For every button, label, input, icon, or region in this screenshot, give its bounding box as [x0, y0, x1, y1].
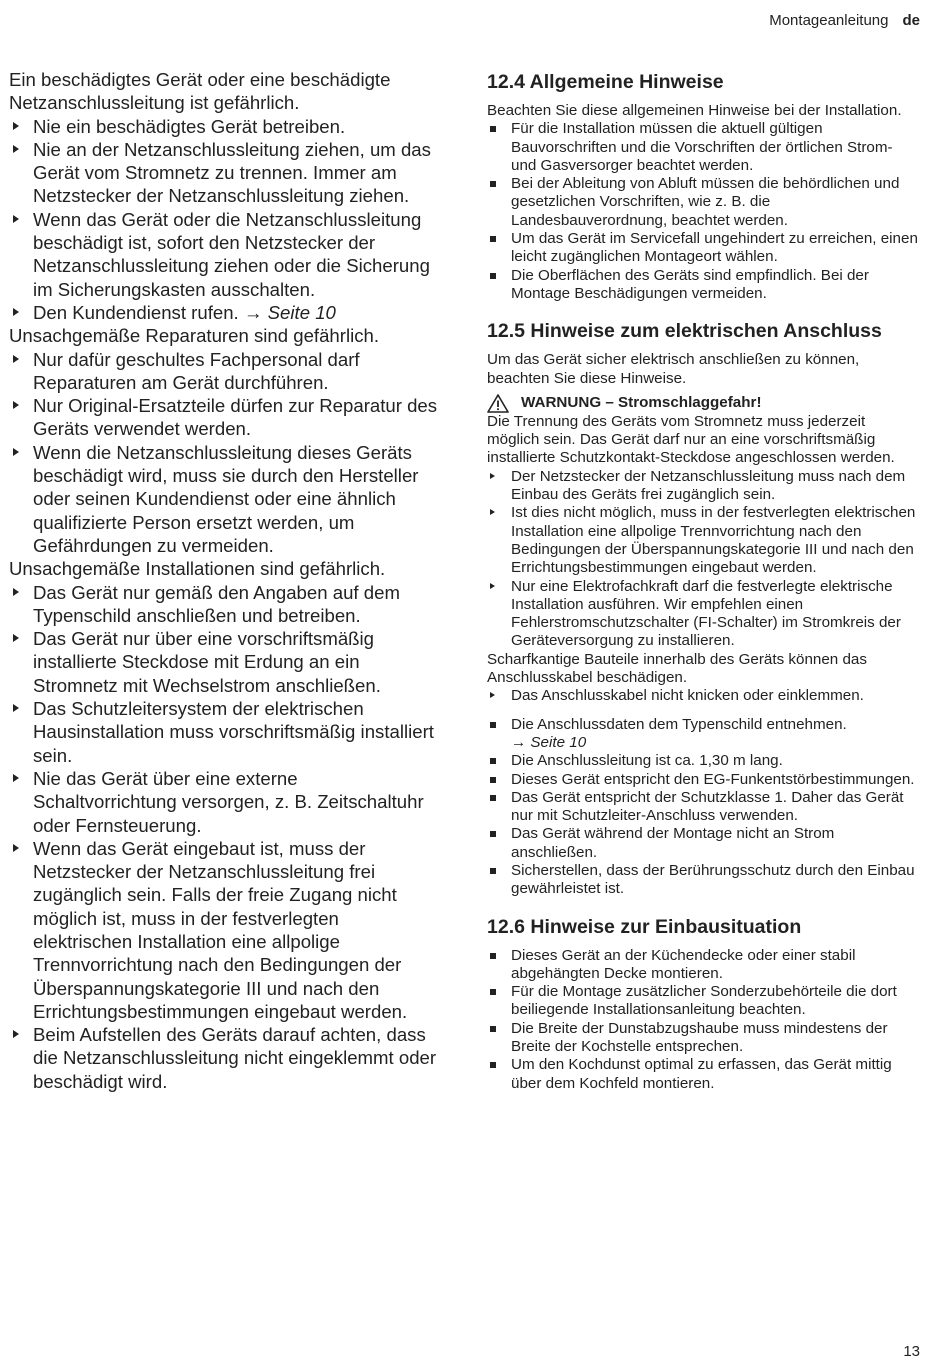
installation-situation-list	[487, 947, 919, 1093]
list-item: Dieses Gerät entspricht den EG-Funkentstörbestimmungen.	[487, 771, 919, 789]
language-code: de	[902, 12, 920, 29]
list-item: Das Gerät nur über eine vorschriftsmäßig installierte Steckdose mit Erdung an ein Stromnetz mit Wechselstrom anschließen.	[9, 627, 441, 697]
list-item: Um den Kochdunst optimal zu erfassen, das Gerät mittig über dem Kochfeld montieren.	[487, 1056, 919, 1093]
list-item: Nie das Gerät über eine externe Schaltvorrichtung versorgen, z. B. Zeitschaltuhr oder Fernsteuerung.	[9, 767, 441, 837]
page-header	[769, 12, 920, 29]
cable-arrow-list	[487, 687, 919, 705]
sharp-edges-note: Scharfkantige Bauteile innerhalb des Geräts können das Anschlusskabel beschädigen.	[487, 650, 867, 687]
section-intro: Um das Gerät sicher elektrisch anschließen zu können, beachten Sie diese Hinweise.	[487, 351, 860, 387]
list-item: Dieses Gerät an der Küchendecke oder einer stabil abgehängten Decke montieren.	[487, 947, 919, 984]
section-electrical-connection	[487, 319, 919, 898]
installation-list	[9, 581, 441, 1094]
list-item: Nie an der Netzanschlussleitung ziehen, um das Gerät vom Stromnetz zu trennen. Immer am Netzstecker der Netzanschlussleitung ziehen.	[9, 138, 441, 208]
general-notes-list	[487, 120, 919, 303]
electrical-notes-list	[487, 716, 919, 899]
list-item-service	[9, 301, 441, 324]
section-installation-situation	[487, 915, 919, 1093]
list-item: Für die Montage zusätzlicher Sonderzubehörteile die dort beiliegende Installationsanleitung beachten.	[487, 983, 919, 1020]
list-item: Nur eine Elektrofachkraft darf die festverlegte elektrische Installation ausführen. Wir empfehlen einen Fehlerstromschutzschalter (FI-Schalter) im Stromkreis der Geräteversorgung zu installieren.	[487, 578, 919, 651]
reference-arrow-icon: →	[243, 301, 263, 323]
list-item: Die Breite der Dunstabzugshaube muss mindestens der Breite der Kochstelle entsprechen.	[487, 1020, 919, 1057]
section-intro: Beachten Sie diese allgemeinen Hinweise bei der Installation.	[487, 102, 902, 119]
page-number: 13	[903, 1343, 920, 1360]
section-general-notes	[487, 70, 919, 303]
list-item: Nie ein beschädigtes Gerät betreiben.	[9, 115, 441, 138]
list-item: Das Anschlusskabel nicht knicken oder einklemmen.	[487, 687, 919, 705]
list-item: Wenn das Gerät eingebaut ist, muss der Netzstecker der Netzanschlussleitung frei zugänglich sein. Falls der freie Zugang nicht möglich ist, muss in der festverlegten elektrischen Installation eine allpolige Trennvorrichtung nach den Bedingungen der Überspannungskategorie III und nach den Errichtungsbestimmungen eingebaut werden.	[9, 837, 441, 1023]
connection-data-text: Die Anschlussdaten dem Typenschild entnehmen.	[511, 715, 847, 733]
list-item: Nur dafür geschultes Fachpersonal darf Reparaturen am Gerät durchführen.	[9, 348, 441, 395]
electrical-arrow-list	[487, 468, 919, 651]
left-column	[9, 68, 441, 1093]
list-item: Das Gerät nur gemäß den Angaben auf dem Typenschild anschließen und betreiben.	[9, 581, 441, 628]
list-item: Die Oberflächen des Geräts sind empfindlich. Bei der Montage Beschädigungen vermeiden.	[487, 267, 919, 304]
service-text: Den Kundendienst rufen.	[33, 301, 239, 323]
list-item: Der Netzstecker der Netzanschlussleitung muss nach dem Einbau des Geräts frei zugänglich sein.	[487, 468, 919, 505]
list-item: Ist dies nicht möglich, muss in der festverlegten elektrischen Installation eine allpolige Trennvorrichtung nach den Bedingungen der Überspannungskategorie III und nach den Errichtungsbestimmungen eingebaut werden.	[487, 504, 919, 577]
damaged-device-list	[9, 115, 441, 325]
warning-heading	[487, 394, 919, 413]
page-reference-link[interactable]: Seite 10	[267, 301, 336, 323]
list-item: Wenn die Netzanschlussleitung dieses Geräts beschädigt wird, muss sie durch den Hersteller oder seinen Kundendienst oder eine ähnlich qualifizierte Person ersetzt werden, um Gefährdungen zu vermeiden.	[9, 441, 441, 557]
page-reference-link[interactable]: Seite 10	[530, 733, 587, 751]
installation-warning: Unsachgemäße Installationen sind gefährlich.	[9, 558, 386, 580]
repair-list	[9, 348, 441, 558]
list-item: Nur Original-Ersatzteile dürfen zur Reparatur des Geräts verwendet werden.	[9, 394, 441, 441]
repair-warning: Unsachgemäße Reparaturen sind gefährlich.	[9, 325, 380, 347]
section-title: 12.5 Hinweise zum elektrischen Anschluss	[487, 320, 882, 343]
warning-text: Die Trennung des Geräts vom Stromnetz muss jederzeit möglich sein. Das Gerät darf nur an eine vorschriftsmäßig installierte Schutzkontakt-Steckdose angeschlossen werden.	[487, 412, 895, 467]
right-column	[487, 70, 919, 1109]
list-item: Wenn das Gerät oder die Netzanschlussleitung beschädigt ist, sofort den Netzstecker der Netzanschlussleitung ziehen oder die Sicherung im Sicherungskasten ausschalten.	[9, 208, 441, 301]
list-item: Um das Gerät im Servicefall ungehindert zu erreichen, einen leicht zugänglichen Montageort wählen.	[487, 230, 919, 267]
warning-label: WARNUNG – Stromschlaggefahr!	[521, 394, 762, 412]
header-title: Montageanleitung	[769, 12, 889, 29]
list-item: Die Anschlussleitung ist ca. 1,30 m lang.	[487, 752, 919, 770]
reference-arrow-icon: →	[511, 733, 527, 751]
section-title: 12.6 Hinweise zur Einbausituation	[487, 915, 802, 938]
warning-triangle-icon	[487, 394, 509, 413]
list-item: Das Gerät entspricht der Schutzklasse 1. Daher das Gerät nur mit Schutzleiter-Anschluss verwenden.	[487, 789, 919, 826]
list-item: Das Gerät während der Montage nicht an Strom anschließen.	[487, 825, 919, 862]
list-item-connection-data	[487, 716, 919, 753]
list-item: Beim Aufstellen des Geräts darauf achten, dass die Netzanschlussleitung nicht eingeklemmt oder beschädigt wird.	[9, 1023, 441, 1093]
list-item: Für die Installation müssen die aktuell gültigen Bauvorschriften und die Vorschriften der örtlichen Strom- und Gasversorger beachtet werden.	[487, 120, 919, 175]
list-item: Das Schutzleitersystem der elektrischen Hausinstallation muss vorschriftsmäßig installiert sein.	[9, 697, 441, 767]
damaged-device-warning: Ein beschädigtes Gerät oder eine beschädigte Netzanschlussleitung ist gefährlich.	[9, 69, 391, 114]
section-title: 12.4 Allgemeine Hinweise	[487, 71, 724, 93]
list-item: Bei der Ableitung von Abluft müssen die behördlichen und gesetzlichen Vorschriften, wie z. B. die Landesbauverordnung, beachtet werden.	[487, 175, 919, 230]
list-item: Sicherstellen, dass der Berührungsschutz durch den Einbau gewährleistet ist.	[487, 862, 919, 899]
